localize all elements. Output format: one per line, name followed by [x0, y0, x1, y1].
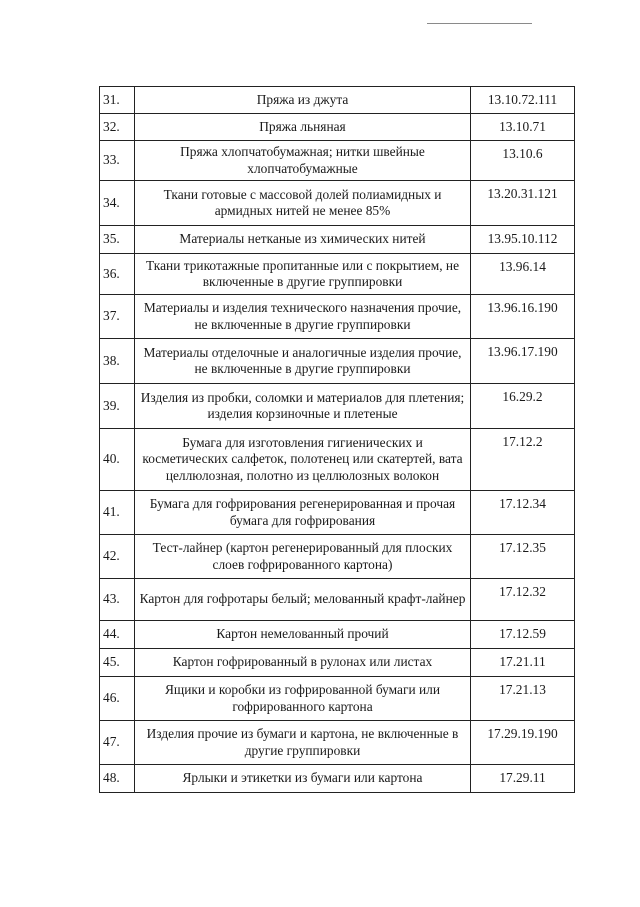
okpd-code: 17.21.13: [471, 677, 575, 721]
row-number: 34.: [100, 181, 135, 226]
table-row: [100, 384, 575, 429]
okpd-code: 17.29.19.190: [471, 721, 575, 765]
okpd-code: 17.21.11: [471, 649, 575, 677]
row-number: 37.: [100, 295, 135, 339]
product-name: Ткани трикотажные пропитанные или с покрытием, не включенные в другие группировки: [135, 254, 471, 295]
table-row: [100, 141, 575, 181]
okpd-code: 17.29.11: [471, 765, 575, 793]
table-row: [100, 181, 575, 226]
okpd-code: 13.95.10.112: [471, 226, 575, 254]
row-number: 40.: [100, 429, 135, 491]
product-name: Пряжа из джута: [135, 87, 471, 114]
product-name: Ткани готовые с массовой долей полиамидных и армидных нитей не менее 85%: [135, 181, 471, 226]
okpd-code: 13.96.14: [471, 254, 575, 295]
okpd-code: 13.96.17.190: [471, 339, 575, 384]
product-name: Пряжа льняная: [135, 114, 471, 141]
row-number: 31.: [100, 87, 135, 114]
product-name: Тест-лайнер (картон регенерированный для плоских слоев гофрированного картона): [135, 535, 471, 579]
product-name: Бумага для изготовления гигиенических и косметических салфеток, полотенец или скатертей, вата целлюлозная, полотно из целлюлозных волокон: [135, 429, 471, 491]
okpd-code: 17.12.32: [471, 579, 575, 621]
okpd-code: 13.96.16.190: [471, 295, 575, 339]
table-row: [100, 765, 575, 793]
okpd-code: 17.12.34: [471, 491, 575, 535]
table-row: [100, 579, 575, 621]
okpd-code: 13.10.6: [471, 141, 575, 181]
row-number: 35.: [100, 226, 135, 254]
product-name: Изделия прочие из бумаги и картона, не включенные в другие группировки: [135, 721, 471, 765]
product-name: Материалы и изделия технического назначения прочие, не включенные в другие группировки: [135, 295, 471, 339]
product-name: Изделия из пробки, соломки и материалов для плетения; изделия корзиночные и плетеные: [135, 384, 471, 429]
row-number: 39.: [100, 384, 135, 429]
top-divider-line: [427, 23, 532, 24]
table-row: [100, 226, 575, 254]
table-row: [100, 429, 575, 491]
row-number: 43.: [100, 579, 135, 621]
product-name: Материалы нетканые из химических нитей: [135, 226, 471, 254]
table-row: [100, 339, 575, 384]
products-table: [99, 86, 575, 793]
table-row: [100, 87, 575, 114]
row-number: 33.: [100, 141, 135, 181]
product-name: Картон для гофротары белый; мелованный крафт-лайнер: [135, 579, 471, 621]
okpd-code: 17.12.59: [471, 621, 575, 649]
okpd-code: 17.12.35: [471, 535, 575, 579]
okpd-code: 13.10.71: [471, 114, 575, 141]
row-number: 47.: [100, 721, 135, 765]
row-number: 48.: [100, 765, 135, 793]
row-number: 45.: [100, 649, 135, 677]
table-row: [100, 677, 575, 721]
okpd-code: 17.12.2: [471, 429, 575, 491]
product-name: Картон гофрированный в рулонах или листах: [135, 649, 471, 677]
okpd-code: 13.20.31.121: [471, 181, 575, 226]
table-row: [100, 114, 575, 141]
table-row: [100, 254, 575, 295]
row-number: 42.: [100, 535, 135, 579]
okpd-code: 16.29.2: [471, 384, 575, 429]
product-name: Картон немелованный прочий: [135, 621, 471, 649]
table-row: [100, 649, 575, 677]
table-row: [100, 491, 575, 535]
table-row: [100, 535, 575, 579]
table-row: [100, 721, 575, 765]
row-number: 44.: [100, 621, 135, 649]
okpd-code: 13.10.72.111: [471, 87, 575, 114]
table-row: [100, 295, 575, 339]
row-number: 36.: [100, 254, 135, 295]
row-number: 32.: [100, 114, 135, 141]
product-name: Ящики и коробки из гофрированной бумаги или гофрированного картона: [135, 677, 471, 721]
table-row: [100, 621, 575, 649]
row-number: 46.: [100, 677, 135, 721]
product-name: Пряжа хлопчатобумажная; нитки швейные хлопчатобумажные: [135, 141, 471, 181]
product-name: Материалы отделочные и аналогичные изделия прочие, не включенные в другие группировки: [135, 339, 471, 384]
product-name: Бумага для гофрирования регенерированная и прочая бумага для гофрирования: [135, 491, 471, 535]
row-number: 38.: [100, 339, 135, 384]
product-name: Ярлыки и этикетки из бумаги или картона: [135, 765, 471, 793]
row-number: 41.: [100, 491, 135, 535]
